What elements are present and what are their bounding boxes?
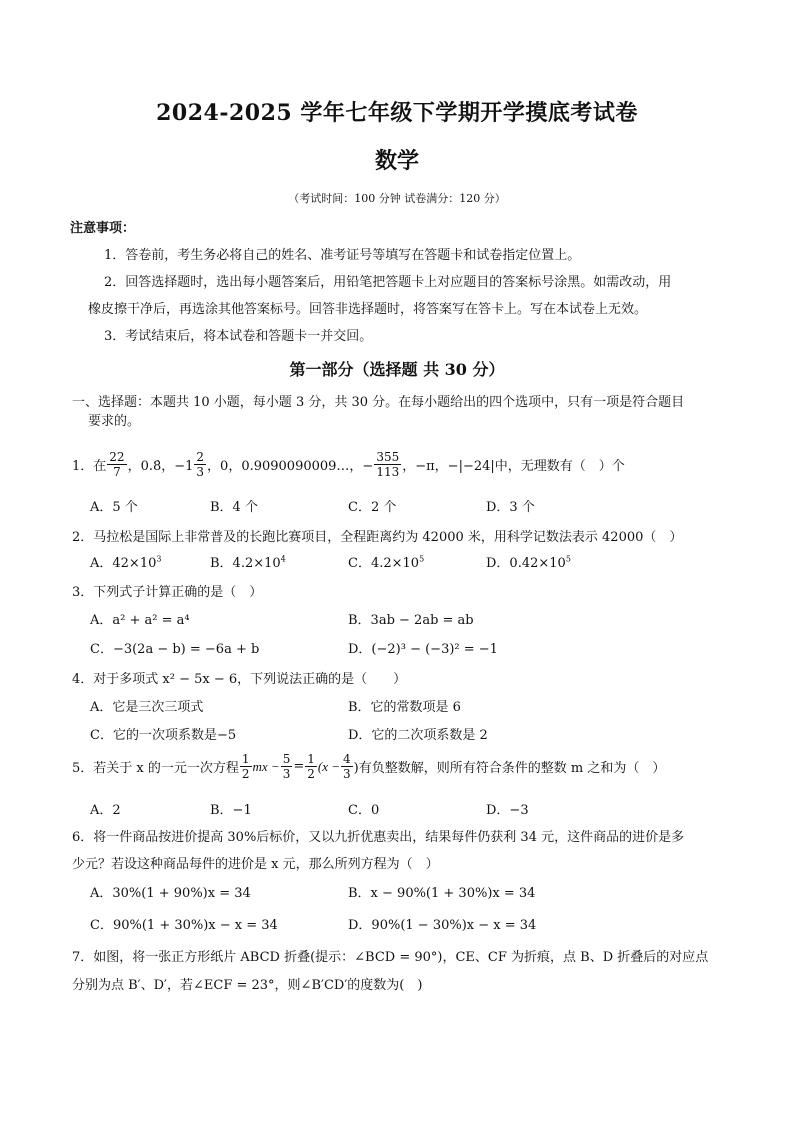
q5-f2-num: 5 — [282, 752, 291, 766]
q5-f4-den: 3 — [343, 767, 351, 781]
question-5 — [72, 752, 665, 781]
q5-option-d: D．−3 — [486, 803, 529, 818]
q5-fraction-4 — [341, 752, 353, 781]
q1-fraction-1 — [107, 450, 126, 479]
q2-option-d-exp: 5 — [565, 554, 571, 564]
q2-option-a-exp: 3 — [156, 554, 162, 564]
q1-f2-den: 3 — [196, 465, 205, 479]
notice-item-3: 3．考试结束后，将本试卷和答题卡一并交回。 — [104, 329, 373, 344]
q5-pre: 5．若关于 x 的一元一次方程 — [72, 761, 239, 776]
q4-option-c: C．它的一次项系数是−5 — [90, 728, 237, 743]
q5-fraction-2 — [281, 752, 293, 781]
q1-option-d: D．3 个 — [486, 500, 535, 515]
part-one-title: 第一部分（选择题 共 30 分） — [289, 360, 505, 379]
q1-option-c: C．2 个 — [348, 500, 397, 515]
notice-item-2-cont: 橡皮擦干净后，再选涂其他答案标号。回答非选择题时，将答案写在答卡上。写在本试卷上无效。 — [88, 302, 648, 317]
q1-text-2: ，0，0.9090090009…，− — [207, 459, 374, 474]
q1-text-3: ，−π，−|−24|中，无理数有（ ）个 — [402, 459, 625, 474]
q2-option-a — [90, 552, 161, 571]
q1-text-1: ，0.8̇，−1 — [127, 459, 194, 474]
section-instruction-2: 要求的。 — [88, 414, 141, 429]
q2-option-a-text: A．42×10 — [90, 556, 157, 571]
exam-title: 2024-2025 学年七年级下学期开学摸底考试卷 — [156, 100, 638, 126]
q5-f3-den: 2 — [307, 767, 315, 781]
question-2: 2．马拉松是国际上非常普及的长跑比赛项目，全程距离约为 42000 米，用科学记数法表示 42000（ ） — [72, 530, 683, 545]
q5-f3-num: 1 — [307, 752, 315, 766]
question-7-line-2: 分别为点 B′、D′，若∠ECF = 23°，则∠B′CD′的度数为( ) — [72, 978, 423, 993]
q5-option-c: C．0 — [348, 803, 380, 818]
q2-option-b-exp: 4 — [280, 554, 286, 564]
q3-option-b: B．3ab − 2ab = ab — [348, 613, 474, 628]
q5-post: )有负整数解，则所有符合条件的整数 m 之和为（ ） — [353, 761, 666, 776]
q3-option-a: A．a² + a² = a⁴ — [90, 613, 190, 628]
q1-f1-num: 22 — [109, 450, 125, 464]
notice-heading: 注意事项： — [70, 221, 136, 236]
q4-option-d: D．它的二次项系数是 2 — [348, 728, 488, 743]
q2-option-b — [210, 552, 286, 571]
q6-option-c: C．90%(1 + 30%)x − x = 34 — [90, 918, 278, 933]
q5-f1-num: 1 — [241, 752, 250, 766]
q6-option-b: B．x − 90%(1 + 30%)x = 34 — [348, 886, 536, 901]
q5-option-a: A．2 — [90, 803, 121, 818]
q5-f1-den: 2 — [241, 767, 250, 781]
question-3: 3．下列式子计算正确的是（ ） — [72, 585, 263, 600]
q4-option-a: A．它是三次三项式 — [90, 700, 204, 715]
q5-f4-num: 4 — [343, 752, 351, 766]
q5-f2-den: 3 — [282, 767, 291, 781]
q2-option-d — [486, 552, 571, 571]
q3-option-d: D．(−2)³ − (−3)² = −1 — [348, 642, 498, 657]
q1-f3-den: 113 — [376, 465, 400, 479]
notice-item-1: 1．答卷前，考生务必将自己的姓名、准考证号等填写在答题卡和试卷指定位置上。 — [104, 248, 581, 263]
q1-f3-num: 355 — [376, 450, 400, 464]
q5-mid-3: (x − — [317, 758, 341, 774]
q1-lead: 1．在 — [72, 459, 107, 474]
exam-time-info: （考试时间：100 分钟 试卷满分：120 分） — [288, 192, 506, 205]
q2-option-c-text: C．4.2×10 — [348, 556, 420, 571]
question-6-line-1: 6．将一件商品按进价提高 30%后标价，又以九折优惠卖出，结果每件仍获利 34 元，这件商品的进价是多 — [72, 830, 685, 845]
q5-fraction-1 — [240, 752, 252, 781]
question-4: 4．对于多项式 x² − 5x − 6，下列说法正确的是（ ） — [72, 672, 407, 687]
q1-option-b: B．4 个 — [210, 500, 258, 515]
q5-option-b: B．−1 — [210, 803, 252, 818]
q6-option-a: A．30%(1 + 90%)x = 34 — [90, 886, 251, 901]
q1-fraction-3 — [374, 450, 401, 479]
q6-option-d: D．90%(1 − 30%)x − x = 34 — [348, 918, 537, 933]
q5-mid-2: = — [293, 759, 305, 774]
q1-fraction-2 — [194, 450, 206, 479]
q5-fraction-3 — [305, 752, 317, 781]
q4-option-b: B．它的常数项是 6 — [348, 700, 461, 715]
q2-option-b-text: B．4.2×10 — [210, 556, 281, 571]
section-instruction-1: 一、选择题：本题共 10 小题，每小题 3 分，共 30 分。在每小题给出的四个选项中，只有一项是符合题目 — [72, 395, 685, 410]
q2-option-d-text: D．0.42×10 — [486, 556, 566, 571]
notice-item-2: 2．回答选择题时，选出每小题答案后，用铅笔把答题卡上对应题目的答案标号涂黑。如需改动，用 — [104, 275, 672, 290]
question-6-line-2: 少元？若设这种商品每件的进价是 x 元，那么所列方程为（ ） — [72, 857, 439, 872]
q3-option-c: C．−3(2a − b) = −6a + b — [90, 642, 260, 657]
q2-option-c — [348, 552, 424, 571]
q5-mid-1: mx − — [252, 758, 280, 774]
q2-option-c-exp: 5 — [419, 554, 425, 564]
q1-f2-num: 2 — [196, 450, 205, 464]
question-1 — [72, 450, 625, 479]
question-7-line-1: 7．如图，将一张正方形纸片 ABCD 折叠(提示：∠BCD = 90°)，CE、CF 为折痕，点 B、D 折叠后的对应点 — [72, 950, 709, 965]
q1-f1-den: 7 — [113, 465, 121, 479]
exam-subject: 数学 — [374, 148, 419, 174]
q1-option-a: A．5 个 — [90, 500, 138, 515]
